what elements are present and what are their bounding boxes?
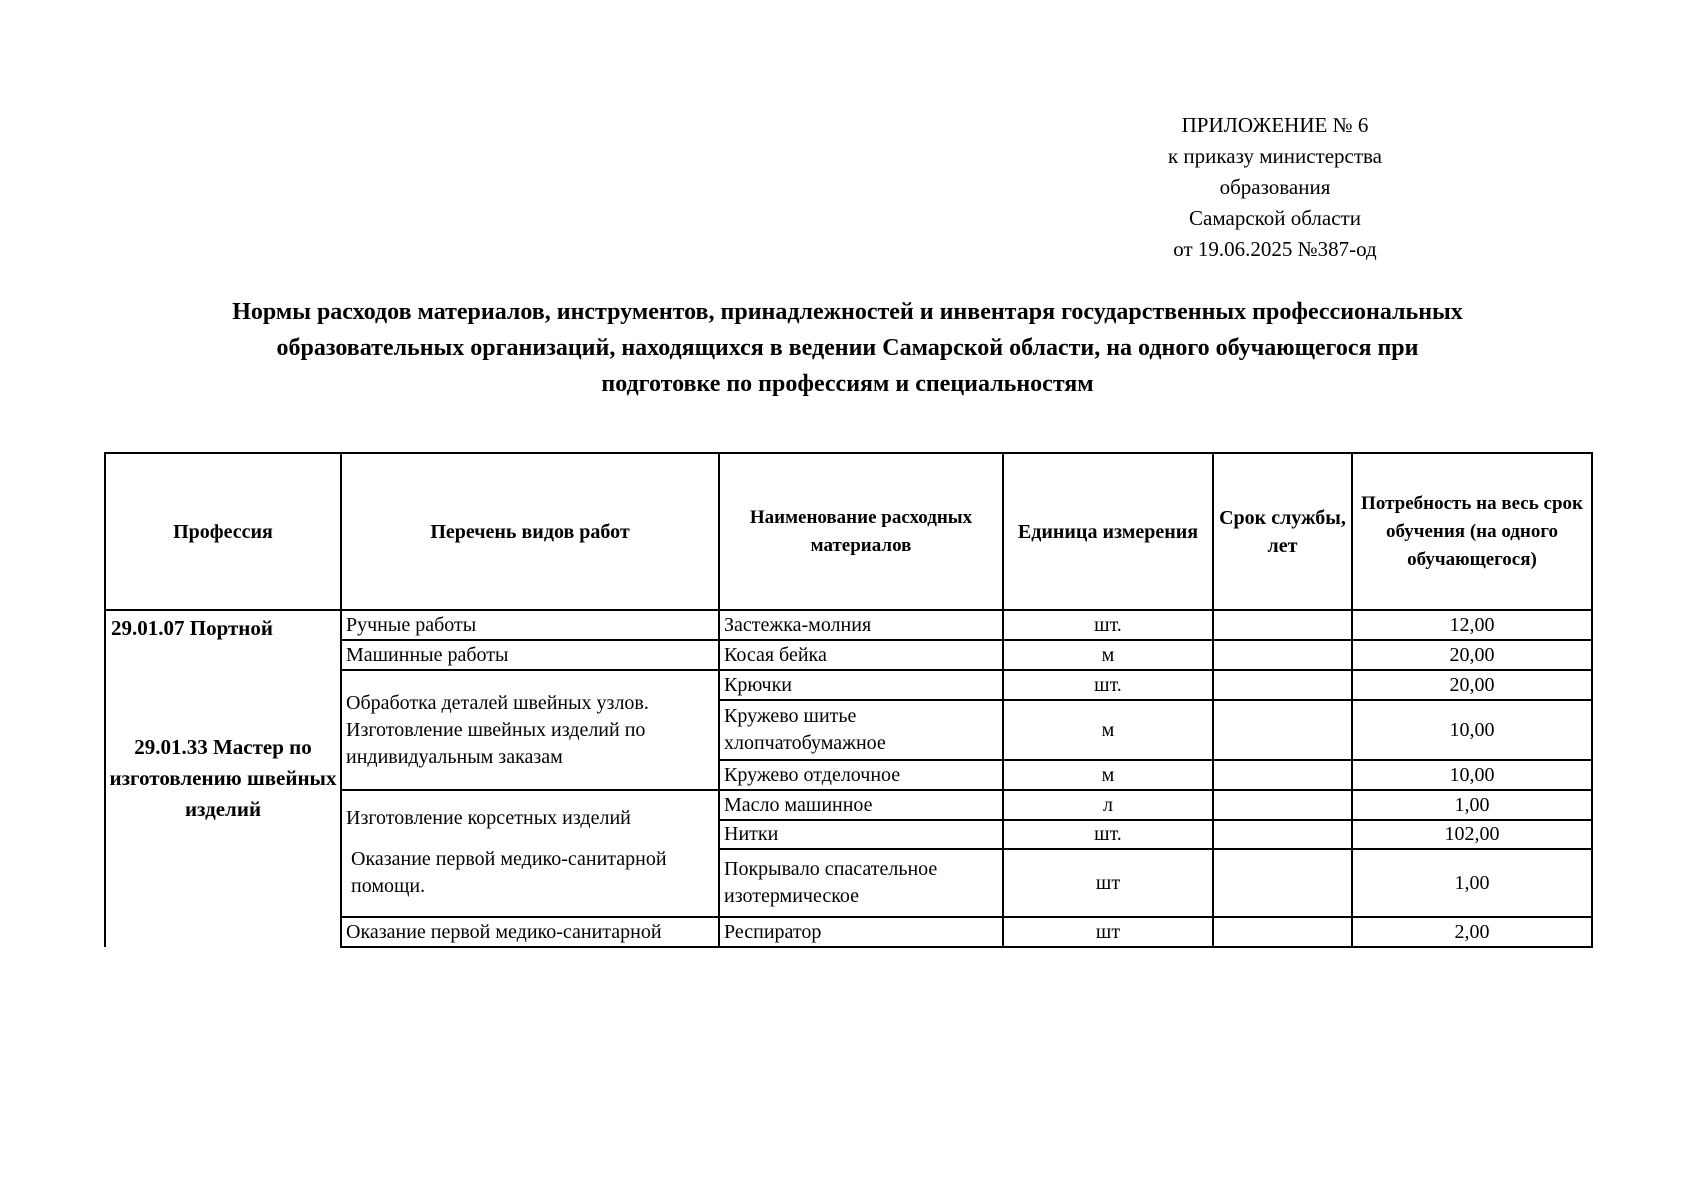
approval-stamp [1120,110,1430,265]
work-type-corset: Изготовление корсетных изделий [346,807,631,829]
table-row [105,610,1592,640]
service-life-cell [1213,790,1352,820]
service-life-cell [1213,640,1352,670]
header-works: Перечень видов работ [341,453,719,610]
header-unit: Единица измерения [1003,453,1213,610]
unit-cell: шт. [1003,820,1213,849]
header-need: Потребность на весь срок обучения (на одного обучающегося) [1352,453,1592,610]
need-cell: 10,00 [1352,700,1592,760]
material-cell: Покрывало спасательное изотермическое [719,849,1003,917]
service-life-cell [1213,820,1352,849]
unit-cell: м [1003,760,1213,790]
profession-second: 29.01.33 Мастер по изготовлению швейных изделий [109,735,337,821]
document-title-line-3: подготовке по профессиям и специальностям [601,371,1094,397]
service-life-cell [1213,849,1352,917]
need-cell: 10,00 [1352,760,1592,790]
unit-cell: шт [1003,917,1213,947]
service-life-cell [1213,760,1352,790]
need-cell: 1,00 [1352,790,1592,820]
material-cell: Застежка-молния [719,610,1003,640]
service-life-cell [1213,917,1352,947]
approval-line-4: Самарской области [1189,206,1361,230]
need-cell: 12,00 [1352,610,1592,640]
header-material: Наименование расходных материалов [719,453,1003,610]
material-cell: Косая бейка [719,640,1003,670]
need-cell: 20,00 [1352,640,1592,670]
need-cell: 102,00 [1352,820,1592,849]
need-cell: 2,00 [1352,917,1592,947]
norms-table [104,452,1593,948]
work-type-first-aid: Оказание первой медико-санитарной помощи. [351,848,667,897]
approval-line-2: к приказу министерства [1167,144,1383,168]
unit-cell: шт [1003,849,1213,917]
profession-cell [105,610,341,947]
service-life-cell [1213,670,1352,700]
material-cell: Нитки [719,820,1003,849]
work-type-cell: Ручные работы [341,610,719,640]
header-profession: Профессия [105,453,341,610]
document-title-line-1: Нормы расходов материалов, инструментов, принадлежностей и инвентаря государственных профессиональных [232,299,1463,325]
material-cell: Респиратор [719,917,1003,947]
work-type-cell: Машинные работы [341,640,719,670]
unit-cell: шт. [1003,610,1213,640]
work-type-cell [341,790,719,917]
header-service-life: Срок службы, лет [1213,453,1352,610]
material-cell: Крючки [719,670,1003,700]
approval-line-5: от 19.06.2025 №387-од [1173,237,1377,261]
approval-line-3: образования [1219,175,1331,199]
approval-line-1: ПРИЛОЖЕНИЕ № 6 [1181,113,1369,137]
need-cell: 20,00 [1352,670,1592,700]
material-cell: Кружево шитье хлопчатобумажное [719,700,1003,760]
profession-first: 29.01.07 Портной [111,616,274,640]
document-title [100,294,1595,402]
service-life-cell [1213,700,1352,760]
work-type-cell: Обработка деталей швейных узлов. Изготовление швейных изделий по индивидуальным заказам [341,670,719,790]
unit-cell: шт. [1003,670,1213,700]
unit-cell: л [1003,790,1213,820]
material-cell: Кружево отделочное [719,760,1003,790]
table-header-row [105,453,1592,610]
document-title-line-2: образовательных организаций, находящихся в ведении Самарской области, на одного обучающегося при [276,335,1419,361]
material-cell: Масло машинное [719,790,1003,820]
work-type-cell: Оказание первой медико-санитарной [341,917,719,947]
service-life-cell [1213,610,1352,640]
unit-cell: м [1003,700,1213,760]
unit-cell: м [1003,640,1213,670]
need-cell: 1,00 [1352,849,1592,917]
